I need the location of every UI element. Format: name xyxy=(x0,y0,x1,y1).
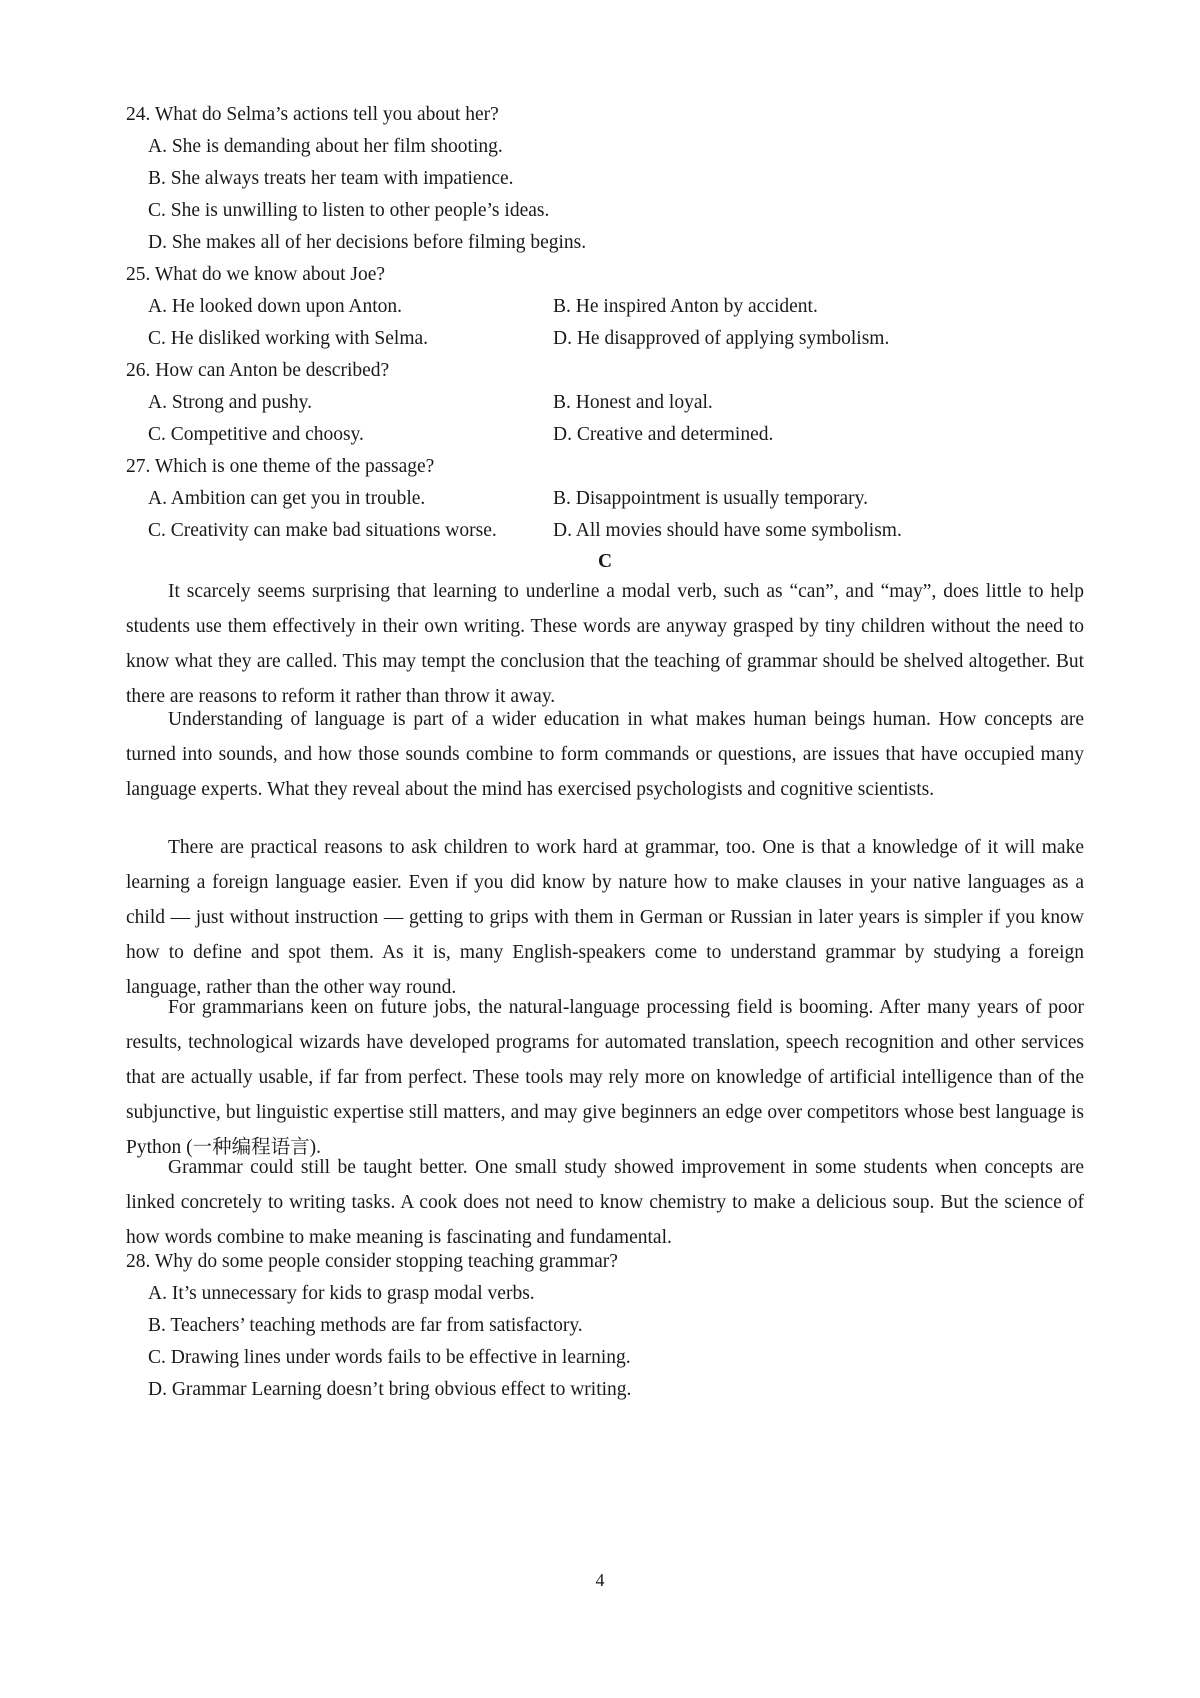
question-27-option-d: D. All movies should have some symbolism. xyxy=(553,520,902,541)
section-title: C xyxy=(597,551,613,572)
question-27-option-b: B. Disappointment is usually temporary. xyxy=(553,488,869,509)
question-28-option-d: D. Grammar Learning doesn’t bring obvious effect to writing. xyxy=(148,1379,632,1400)
question-28-option-a: A. It’s unnecessary for kids to grasp modal verbs. xyxy=(148,1283,535,1304)
question-24-stem: 24. What do Selma’s actions tell you about her? xyxy=(126,104,499,125)
passage-paragraph-4: For grammarians keen on future jobs, the natural-language processing field is booming. After many years of poor results, technological wizards have developed programs for automated translation, speech recognition and other services that are actually usable, if far from perfect. These tools may rely more on knowledge of artificial intelligence than of the subjunctive, but linguistic expertise still matters, and may give beginners an edge over competitors whose best language is Python (一种编程语言). xyxy=(126,997,1084,1158)
passage-paragraph-2: Understanding of language is part of a wider education in what makes human beings human. How concepts are turned into sounds, and how those sounds combine to form commands or questions, are issues that have occupied many language experts. What they reveal about the mind has exercised psychologists and cognitive scientists. xyxy=(126,709,1084,800)
passage-paragraph-5: Grammar could still be taught better. One small study showed improvement in some students when concepts are linked concretely to writing tasks. A cook does not need to know chemistry to make a delicious soup. But the science of how words combine to make meaning is fascinating and fundamental. xyxy=(126,1157,1084,1248)
question-28-option-b: B. Teachers’ teaching methods are far from satisfactory. xyxy=(148,1315,583,1336)
question-26-option-d: D. Creative and determined. xyxy=(553,424,774,445)
question-27-option-a: A. Ambition can get you in trouble. xyxy=(148,488,426,509)
question-24-option-d: D. She makes all of her decisions before filming begins. xyxy=(148,232,587,253)
question-24-option-b: B. She always treats her team with impatience. xyxy=(148,168,514,189)
question-26-option-c: C. Competitive and choosy. xyxy=(148,424,364,445)
question-24-option-c: C. She is unwilling to listen to other people’s ideas. xyxy=(148,200,550,221)
passage-paragraph-3: There are practical reasons to ask children to work hard at grammar, too. One is that a knowledge of it will make learning a foreign language easier. Even if you did know by nature how to make clauses in your native languages as a child — just without instruction — getting to grips with them in German or Russian in later years is simpler if you know how to define and spot them. As it is, many English-speakers come to understand grammar by studying a foreign language, rather than the other way round. xyxy=(126,837,1084,998)
question-26-option-a: A. Strong and pushy. xyxy=(148,392,312,413)
page-number: 4 xyxy=(595,1570,605,1590)
question-24-option-a: A. She is demanding about her film shooting. xyxy=(148,136,503,157)
passage-paragraph-1: It scarcely seems surprising that learning to underline a modal verb, such as “can”, and “may”, does little to help students use them effectively in their own writing. These words are anyway grasped by tiny children without the need to know what they are called. This may tempt the conclusion that the teaching of grammar should be shelved altogether. But there are reasons to reform it rather than throw it away. xyxy=(126,581,1084,707)
question-26-stem: 26. How can Anton be described? xyxy=(126,360,390,381)
question-25-option-a: A. He looked down upon Anton. xyxy=(148,296,403,317)
question-25-option-b: B. He inspired Anton by accident. xyxy=(553,296,818,317)
question-28-option-c: C. Drawing lines under words fails to be effective in learning. xyxy=(148,1347,631,1368)
question-25-option-c: C. He disliked working with Selma. xyxy=(148,328,429,349)
question-28-stem: 28. Why do some people consider stopping teaching grammar? xyxy=(126,1251,618,1272)
question-25-stem: 25. What do we know about Joe? xyxy=(126,264,386,285)
question-27-stem: 27. Which is one theme of the passage? xyxy=(126,456,435,477)
question-27-option-c: C. Creativity can make bad situations worse. xyxy=(148,520,497,541)
question-25-option-d: D. He disapproved of applying symbolism. xyxy=(553,328,890,349)
question-26-option-b: B. Honest and loyal. xyxy=(553,392,713,413)
